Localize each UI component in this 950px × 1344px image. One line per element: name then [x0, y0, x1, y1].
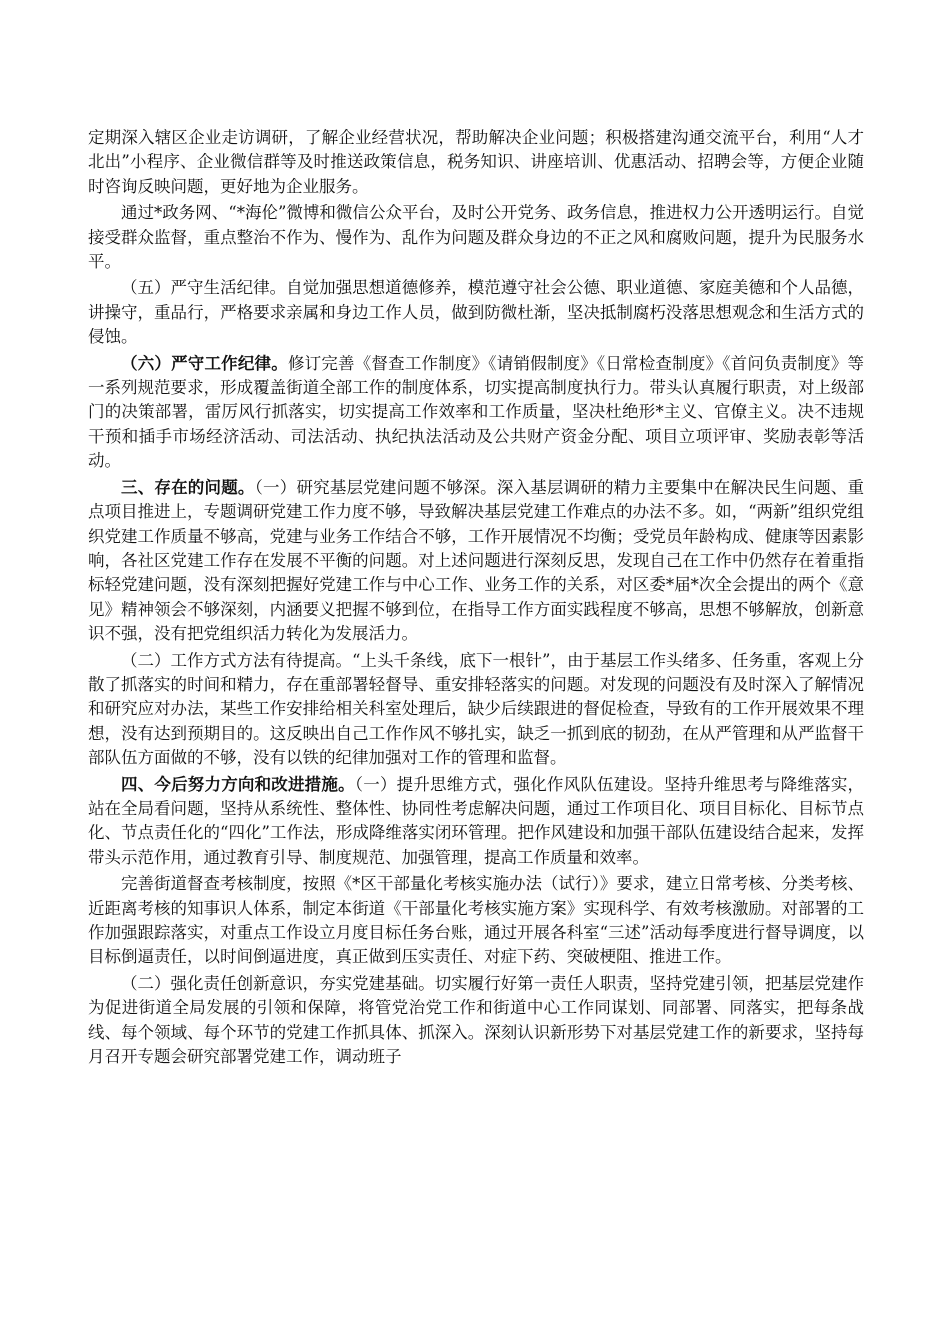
paragraph-6-text: （二）工作方式方法有待提高。“上头千条线，底下一根针”，由于基层工作头绪多、任务重，客观上分散了抓落实的时间和精力，存在重部署轻督导、重安排轻落实的问题。对发现的问题没有及时深入了解情况和研究应对办法，某些工作安排给相关科室处理后，缺少后续跟进的督促检查，导致有的工作开展效果不理想，没有达到预期目的。这反映出自己工作作风不够扎实，缺乏一抓到底的韧劲，在从严管理和从严监督干部队伍方面做的不够，没有以铁的纪律加强对工作的管理和监督。 — [88, 650, 864, 768]
paragraph-9 — [88, 972, 864, 1070]
paragraph-4 — [88, 352, 864, 474]
paragraph-3-text: （五）严守生活纪律。自觉加强思想道德修养，模范遵守社会公德、职业道德、家庭美德和个人品德，讲操守，重品行，严格要求亲属和身边工作人员，做到防微杜渐，坚决抵制腐朽没落思想观念和生活方式的侵蚀。 — [88, 278, 864, 347]
paragraph-6 — [88, 649, 864, 771]
paragraph-2-text: 通过*政务网、“*海伦”微博和微信公众平台，及时公开党务、政务信息，推进权力公开透明运行。自觉接受群众监督，重点整治不作为、慢作为、乱作为问题及群众身边的不正之风和腐败问题，提升为民服务水平。 — [88, 203, 864, 272]
section-3-heading: 三、存在的问题。 — [121, 477, 255, 497]
paragraph-1-text: 定期深入辖区企业走访调研，了解企业经营状况，帮助解决企业问题；积极搭建沟通交流平台，利用“人才北出”小程序、企业微信群等及时推送政策信息，税务知识、讲座培训、优惠活动、招聘会等，方便企业随时咨询反映问题，更好地为企业服务。 — [88, 128, 864, 196]
paragraph-1 — [88, 126, 864, 199]
paragraph-7-text: （一）提升思维方式，强化作风队伍建设。坚持升维思考与降维落实，站在全局看问题，坚持从系统性、整体性、协同性考虑解决问题，通过工作项目化、项目目标化、目标节点化、节点责任化的“四化”工作法，形成降维落实闭环管理。把作风建设和加强干部队伍建设结合起来，发挥带头示范作用，通过教育引导、制度规范、加强管理，提高工作质量和效率。 — [88, 774, 865, 867]
paragraph-7 — [88, 773, 864, 871]
section-4-heading: 四、今后努力方向和改进措施。 — [121, 774, 355, 794]
paragraph-4-text: 修订完善《督查工作制度》《请销假制度》《日常检查制度》《首问负责制度》等一系列规范要求，形成覆盖街道全部工作的制度体系，切实提高制度执行力。带头认真履行职责，对上级部门的决策部署，雷厉风行抓落实，切实提高工作效率和工作质量，坚决杜绝形*主义、官僚主义。决不违规干预和插手市场经济活动、司法活动、执纪执法活动及公共财产资金分配、项目立项评审、奖励表彰等活动。 — [88, 353, 865, 471]
paragraph-9-text: （二）强化责任创新意识，夯实党建基础。切实履行好第一责任人职责，坚持党建引领，把基层党建作为促进街道全局发展的引领和保障，将管党治党工作和街道中心工作同谋划、同部署、同落实，把每条战线、每个领域、每个环节的党建工作抓具体、抓深入。深刻认识新形势下对基层党建工作的新要求，坚持每月召开专题会研究部署党建工作，调动班子 — [88, 973, 864, 1067]
paragraph-5-text: （一）研究基层党建问题不够深。深入基层调研的精力主要集中在解决民生问题、重点项目推进上，专题调研党建工作力度不够，导致解决基层党建工作难点的办法不多。如，“两新”组织党组织党建工作质量不够高，党建与业务工作结合不够，工作开展情况不均衡；受党员年龄构成、健康等因素影响，各社区党建工作存在发展不平衡的问题。对上述问题进行深刻反思，发现自己在工作中仍然存在着重指标轻党建问题，没有深刻把握好党建工作与中心工作、业务工作的关系，对区委*届*次全会提出的两个《意见》精神领会不够深刻，内涵要义把握不够到位，在指导工作方面实践程度不够高，思想不够解放，创新意识不强，没有把党组织活力转化为发展活力。 — [88, 477, 865, 644]
paragraph-3 — [88, 276, 864, 349]
document-page — [88, 126, 864, 1071]
paragraph-8-text: 完善街道督查考核制度，按照《*区干部量化考核实施办法（试行）》要求，建立日常考核、分类考核、近距离考核的知事识人体系，制定本街道《干部量化考核实施方案》实现科学、有效考核激励。对部署的工作加强跟踪落实，对重点工作设立月度目标任务台账，通过开展各科室“三述”活动每季度进行督导调度，以目标倒逼责任，以时间倒逼进度，真正做到压实责任、对症下药、突破梗阻、推进工作。 — [88, 874, 864, 967]
paragraph-2 — [88, 201, 864, 274]
paragraph-5 — [88, 476, 864, 647]
paragraph-8 — [88, 872, 864, 970]
paragraph-4-heading: （六）严守工作纪律。 — [121, 353, 288, 373]
